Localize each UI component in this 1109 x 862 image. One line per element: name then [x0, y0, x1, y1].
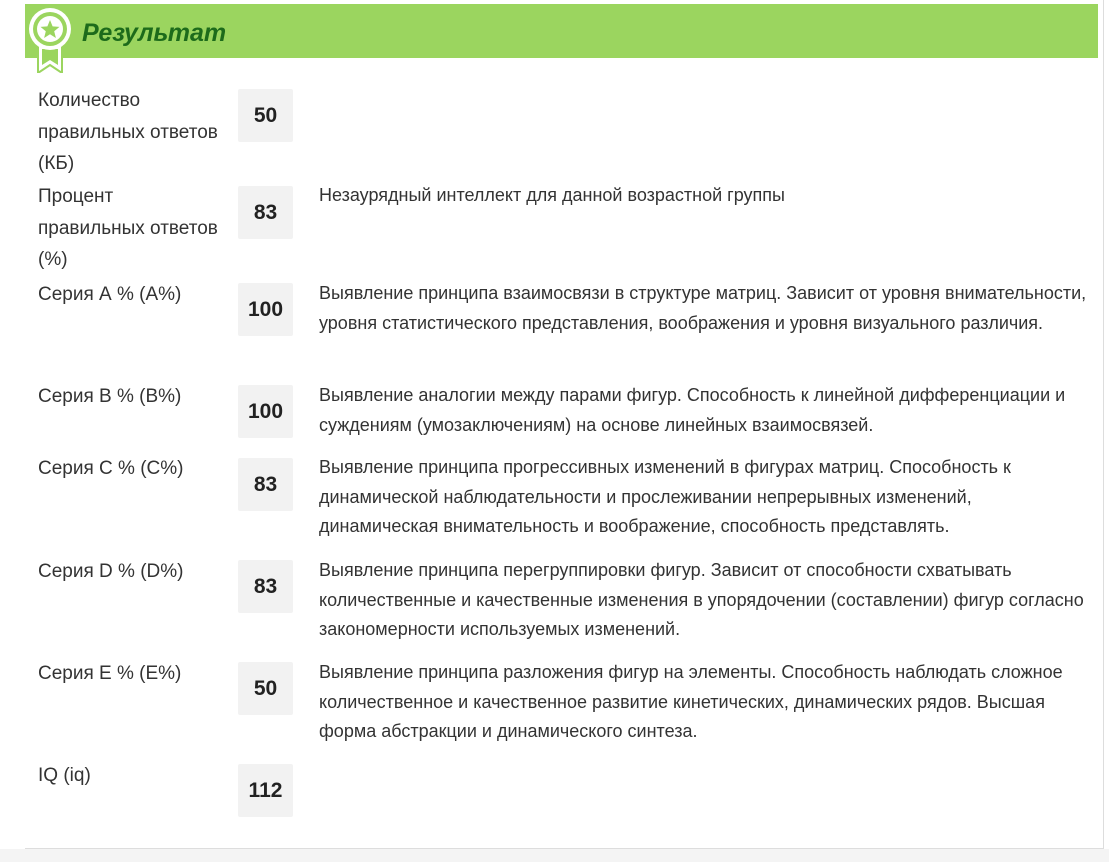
row-label: Процент правильных ответов (%) — [38, 186, 218, 270]
row-description: Незаурядный интеллект для данной возрастной группы — [319, 185, 785, 205]
results-card — [25, 0, 1104, 849]
row-description: Выявление принципа разложения фигур на элементы. Способность наблюдать сложное количественное и качественное развитие кинетических, динамических рядов. Высшая форма абстракции и динамического синтеза. — [319, 662, 1063, 741]
results-title: Результат — [82, 19, 227, 47]
row-label: Серия B % (B%) — [38, 386, 182, 407]
row-description: Выявление аналогии между парами фигур. Способность к линейной дифференциации и суждениям (умозаключениям) на основе линейных взаимосвязей. — [319, 385, 1066, 435]
row-description: Выявление принципа прогрессивных изменений в фигурах матриц. Способность к динамической наблюдательности и прослеживании непрерывных изменений, динамическая внимательность и воображение, способность представлять. — [319, 457, 1011, 536]
score-value: 83 — [238, 186, 293, 239]
row-label: Серия D % (D%) — [38, 561, 184, 582]
award-ribbon-icon — [28, 7, 72, 73]
row-label: Количество правильных ответов (КБ) — [38, 90, 218, 174]
score-value: 50 — [238, 662, 293, 715]
score-value: 100 — [238, 385, 293, 438]
results-header — [25, 4, 1098, 58]
row-description: Выявление принципа взаимосвязи в структуре матриц. Зависит от уровня внимательности, уровня статистического представления, воображения и уровня визуального различия. — [319, 283, 1087, 333]
page-footer-strip — [0, 849, 1109, 862]
row-label: Серия E % (E%) — [38, 663, 182, 684]
row-label: Серия C % (C%) — [38, 458, 184, 479]
score-value: 100 — [238, 283, 293, 336]
row-label: Серия А % (A%) — [38, 284, 182, 305]
row-description: Выявление принципа перегруппировки фигур. Зависит от способности схватывать количественные и качественные изменения в упорядочении (составлении) фигур согласно закономерности используемых изменений. — [319, 560, 1084, 639]
score-value: 83 — [238, 560, 293, 613]
score-value: 50 — [238, 89, 293, 142]
score-value: 112 — [238, 764, 293, 817]
row-label: IQ (iq) — [38, 765, 91, 786]
score-value: 83 — [238, 458, 293, 511]
